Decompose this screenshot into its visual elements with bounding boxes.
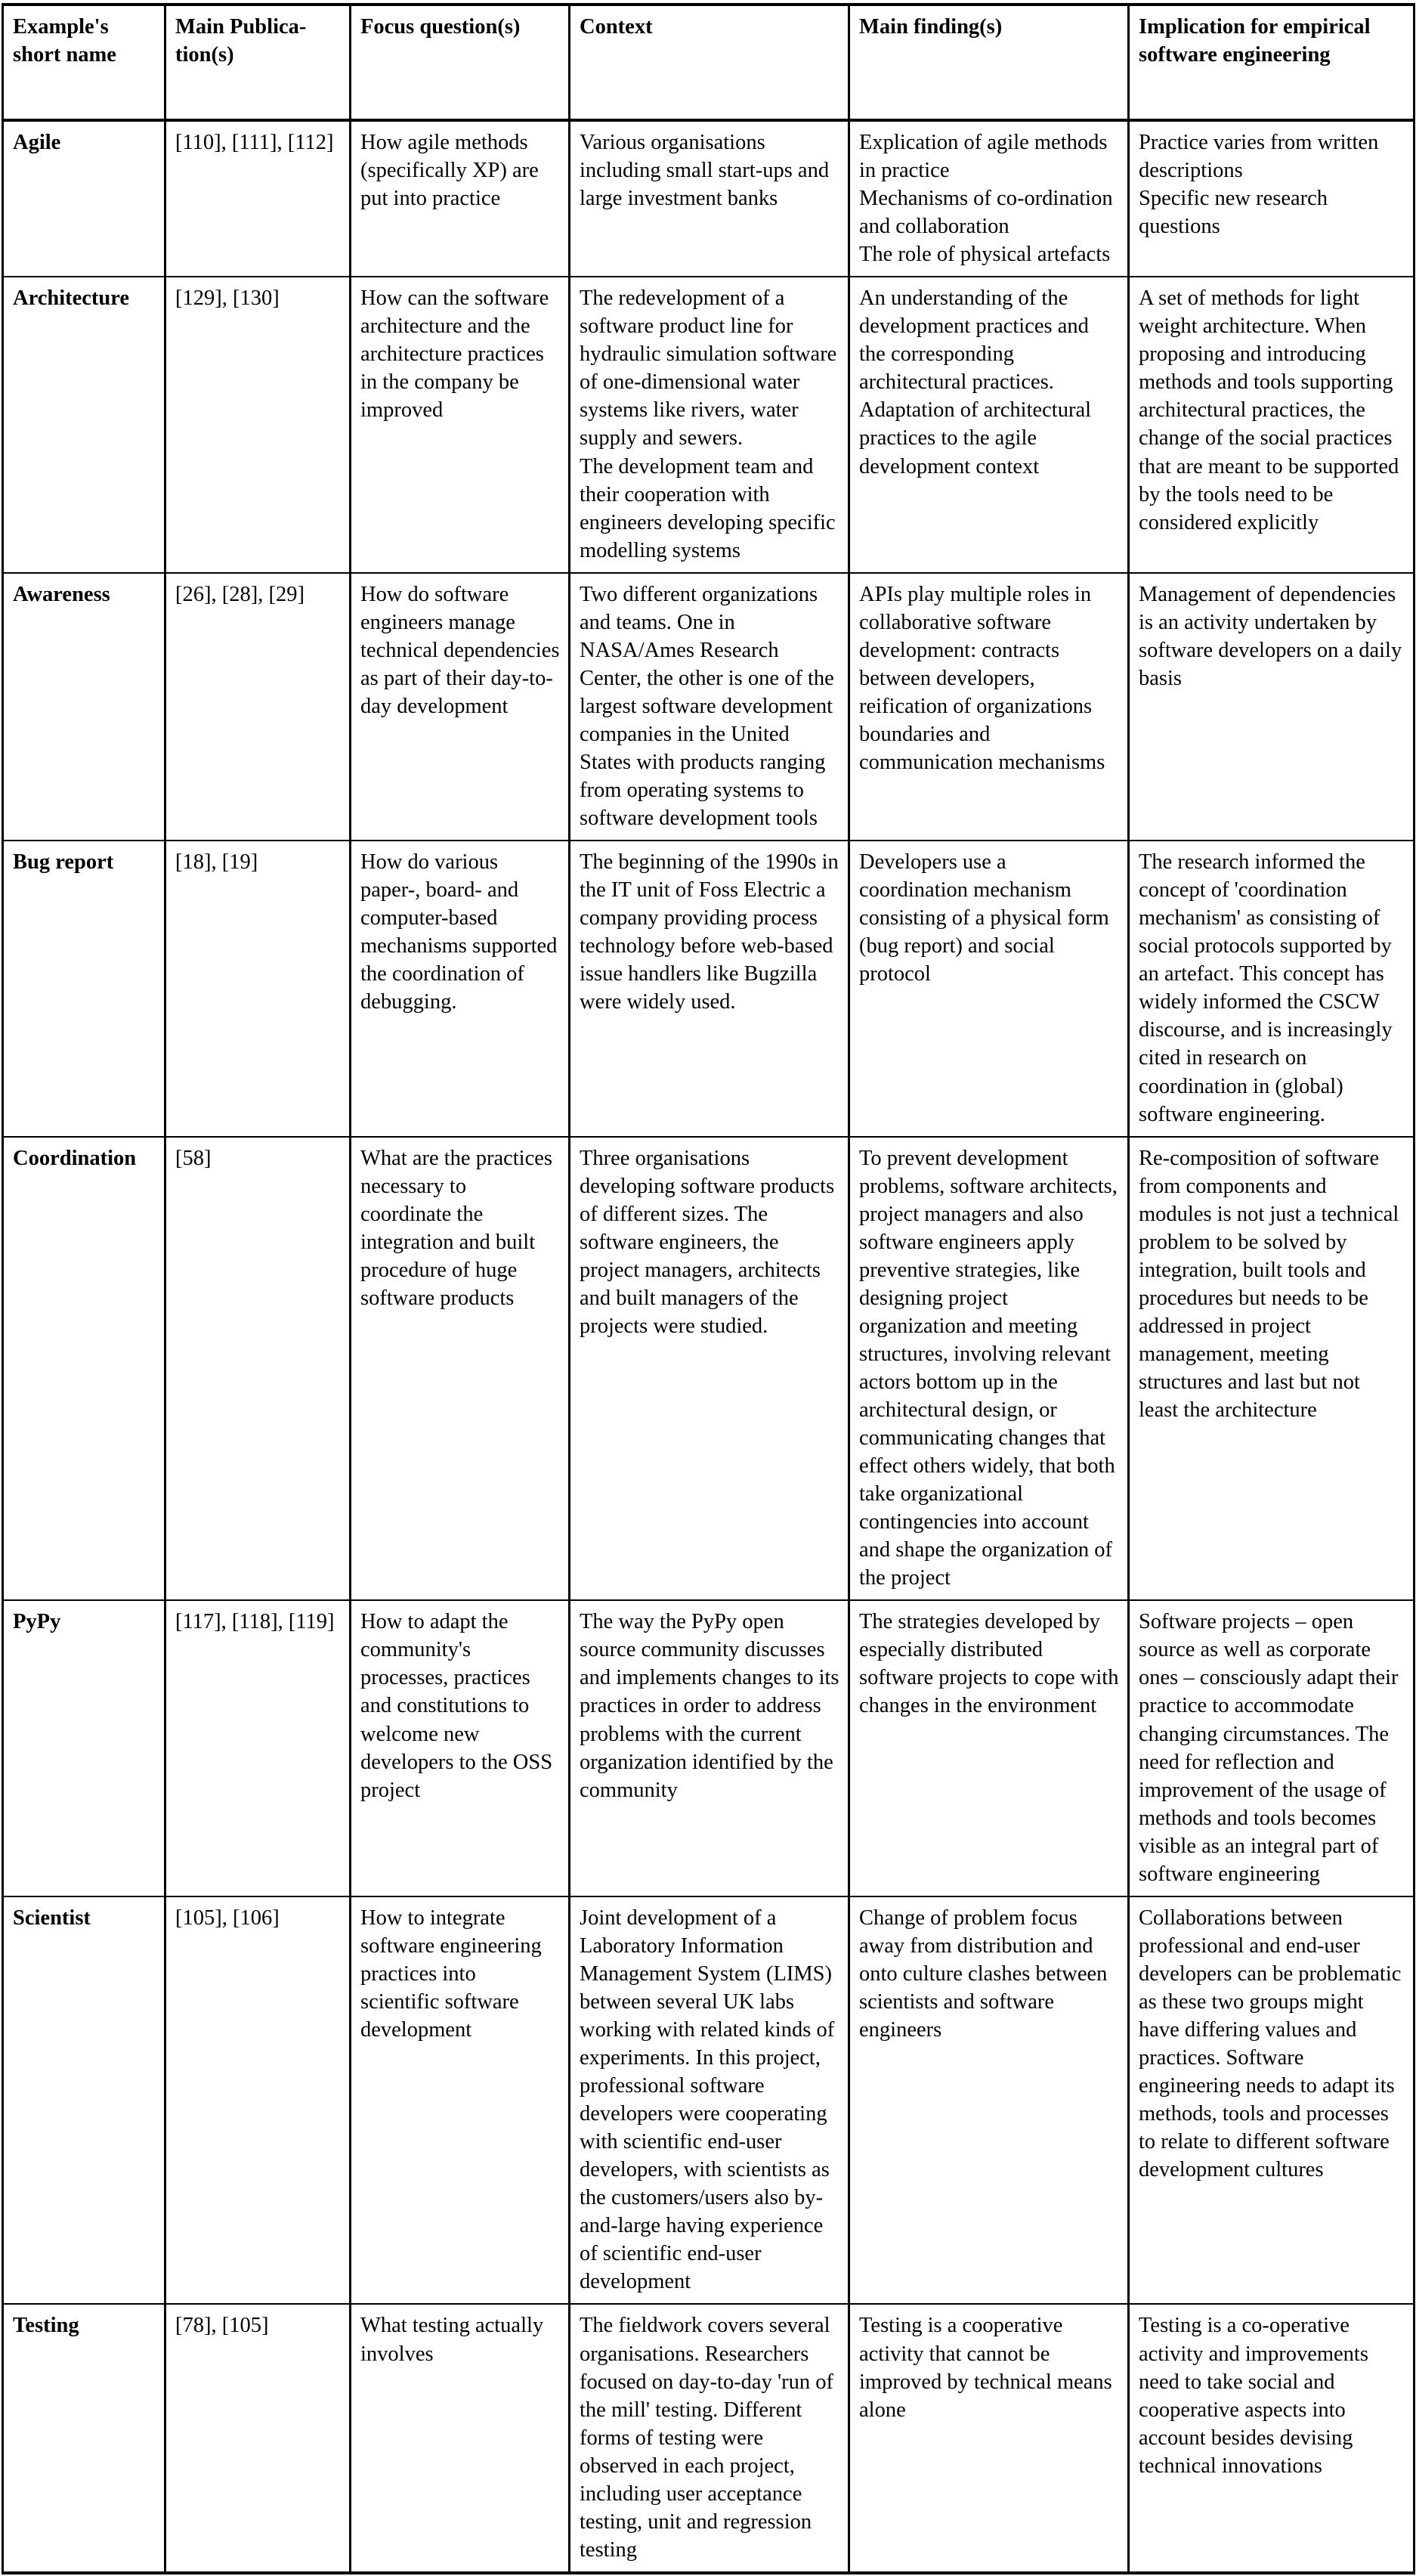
cell-paragraph: Bug report <box>13 850 114 875</box>
table-cell-implication <box>1129 573 1414 841</box>
table-cell-short_name <box>3 1137 165 1601</box>
table-cell-implication <box>1129 2304 1414 2572</box>
cell-paragraph: The redevelopment of a software product line for hydraulic simulation software of one-dimensional water systems like rivers, water supply and sewers. <box>580 286 837 450</box>
cell-paragraph: Practice varies from written descriptions <box>1139 131 1379 183</box>
table-row <box>3 277 1414 572</box>
table-row <box>3 1600 1414 1896</box>
cell-paragraph: Two different organizations and teams. One in NASA/Ames Research Center, the other is one of the largest software development companies in the United States with products ranging from operating systems to software development tools <box>580 582 834 831</box>
cell-paragraph: The development team and their cooperation with engineers developing specific modelling systems <box>580 454 836 562</box>
column-header-publications <box>165 5 351 120</box>
table-row <box>3 1137 1414 1601</box>
table-row <box>3 841 1414 1136</box>
cell-paragraph: How do various paper-, board- and computer-based mechanisms supported the coordination of debugging. <box>360 850 558 1014</box>
table-cell-focus_question <box>351 841 570 1136</box>
table-header <box>3 5 1414 120</box>
table-cell-publications <box>165 120 351 277</box>
cell-paragraph: What are the practices necessary to coordinate the integration and built procedure of huge software products <box>360 1146 552 1310</box>
cell-paragraph: Awareness <box>13 582 110 606</box>
cell-paragraph: How to integrate software engineering practices into scientific software development <box>360 1906 542 2042</box>
cell-paragraph: Three organisations developing software products of different sizes. The software engineers, the project managers, architects and built managers of the projects were studied. <box>580 1146 835 1338</box>
cell-paragraph: The strategies developed by especially distributed software projects to cope with changes in the environment <box>859 1610 1119 1718</box>
table-cell-focus_question <box>351 573 570 841</box>
cell-paragraph: The research informed the concept of 'coordination mechanism' as consisting of social protocols supported by an artefact. This concept has widely informed the CSCW discourse, and is increasingly cited in research on coordination in (global) software engineering. <box>1139 850 1393 1126</box>
cell-paragraph: Mechanisms of co-ordination and collaboration <box>859 187 1113 239</box>
cell-paragraph: The beginning of the 1990s in the IT unit of Foss Electric a company providing process technology before web-based issue handlers like Bugzilla were widely used. <box>580 850 839 1014</box>
table-cell-main_finding <box>849 1896 1129 2305</box>
cell-paragraph: PyPy <box>13 1610 61 1634</box>
cell-paragraph: [129], [130] <box>175 286 280 311</box>
column-header-line: Main Publica- <box>175 15 307 39</box>
cell-paragraph: [117], [118], [119] <box>175 1610 335 1634</box>
table-cell-context <box>570 1896 849 2305</box>
cell-paragraph: To prevent development problems, software architects, project managers and also software engineers apply preventive strategies, like designing project organization and meeting structures, involving relevant actors bottom up in the architectural design, or communicating changes that effect others widely, that both take organizational contingencies into account and shape the organization of the project <box>859 1146 1118 1590</box>
cell-paragraph: Management of dependencies is an activity undertaken by software developers on a daily basis <box>1139 582 1402 690</box>
table-cell-context <box>570 841 849 1136</box>
table-cell-main_finding <box>849 841 1129 1136</box>
table-cell-short_name <box>3 1896 165 2305</box>
cell-paragraph: How do software engineers manage technical dependencies as part of their day-to-day development <box>360 582 560 718</box>
cell-paragraph: Collaborations between professional and end-user developers can be problematic as these two groups might have differing values and practices. Software engineering needs to adapt its methods, tools and processes to relate to different software development cultures <box>1139 1906 1402 2182</box>
cell-paragraph: How to adapt the community's processes, practices and constitutions to welcome new developers to the OSS project <box>360 1610 553 1802</box>
table-cell-context <box>570 120 849 277</box>
table-cell-context <box>570 1137 849 1601</box>
cell-paragraph: Testing is a co-operative activity and improvements need to take social and cooperative aspects into account besides devising technical innovations <box>1139 2314 1368 2478</box>
cell-paragraph: Re-composition of software from components and modules is not just a technical problem to be solved by integration, built tools and procedures but needs to be addressed in project management, meeting structures and last but not least the architecture <box>1139 1146 1399 1423</box>
cell-paragraph: The role of physical artefacts <box>859 243 1111 267</box>
table-cell-publications <box>165 1137 351 1601</box>
table-cell-main_finding <box>849 1137 1129 1601</box>
cell-paragraph: Developers use a coordination mechanism consisting of a physical form (bug report) and social protocol <box>859 850 1109 986</box>
table-cell-implication <box>1129 120 1414 277</box>
column-header-short-name <box>3 5 165 120</box>
table-cell-context <box>570 1600 849 1896</box>
table-row <box>3 2304 1414 2572</box>
column-header-main-finding <box>849 5 1129 120</box>
column-header-focus-question <box>351 5 570 120</box>
column-header-line: software engineering <box>1139 43 1331 67</box>
table-cell-context <box>570 573 849 841</box>
cell-paragraph: Specific new research questions <box>1139 187 1328 239</box>
cell-paragraph: [26], [28], [29] <box>175 582 305 606</box>
table-cell-short_name <box>3 841 165 1136</box>
table-row <box>3 1896 1414 2305</box>
table-cell-focus_question <box>351 2304 570 2572</box>
column-header-line: Context <box>580 15 653 39</box>
table-body <box>3 120 1414 2573</box>
table-cell-short_name <box>3 573 165 841</box>
cell-paragraph: Coordination <box>13 1146 137 1170</box>
cell-paragraph: Software projects – open source as well as corporate ones – consciously adapt their practice to accommodate changing circumstances. The need for reflection and improvement of the usage of methods and tools becomes visible as an integral part of software engineering <box>1139 1610 1399 1886</box>
table-cell-focus_question <box>351 1600 570 1896</box>
table-cell-short_name <box>3 277 165 572</box>
table-cell-publications <box>165 841 351 1136</box>
cell-paragraph: The way the PyPy open source community discusses and implements changes to its practices in order to address problems with the current organization identified by the community <box>580 1610 839 1802</box>
cell-paragraph: The fieldwork covers several organisations. Researchers focused on day-to-day 'run of the mill' testing. Different forms of testing were observed in each project, including user acceptance testing, unit and regression testing <box>580 2314 833 2562</box>
cell-paragraph: Joint development of a Laboratory Information Management System (LIMS) between several UK labs working with related kinds of experiments. In this project, professional software developers were cooperating with scientific end-user developers, with scientists as the customers/users also by-and-large having experience of scientific end-user development <box>580 1906 835 2294</box>
table-cell-focus_question <box>351 277 570 572</box>
table-cell-implication <box>1129 841 1414 1136</box>
column-header-line: Implication for empirical <box>1139 15 1371 39</box>
cell-paragraph: Agile <box>13 131 61 154</box>
table-cell-publications <box>165 573 351 841</box>
cell-paragraph: Testing <box>13 2314 79 2338</box>
table-cell-publications <box>165 277 351 572</box>
table-cell-short_name <box>3 2304 165 2572</box>
cell-paragraph: Change of problem focus away from distribution and onto culture clashes between scientists and software engineers <box>859 1906 1108 2042</box>
cell-paragraph: APIs play multiple roles in collaborative software development: contracts between developers, reification of organizations boundaries and communication mechanisms <box>859 582 1105 774</box>
table-row <box>3 120 1414 277</box>
table-row <box>3 573 1414 841</box>
table-cell-implication <box>1129 277 1414 572</box>
column-header-line: Main finding(s) <box>859 15 1003 39</box>
table-cell-main_finding <box>849 120 1129 277</box>
table-cell-implication <box>1129 1137 1414 1601</box>
table-cell-focus_question <box>351 1137 570 1601</box>
cell-paragraph: [105], [106] <box>175 1906 280 1930</box>
cell-paragraph: Explication of agile methods in practice <box>859 131 1108 183</box>
cell-paragraph: How can the software architecture and the architecture practices in the company be improved <box>360 286 549 423</box>
cell-paragraph: Various organisations including small start-ups and large investment banks <box>580 131 830 211</box>
cell-paragraph: What testing actually involves <box>360 2314 544 2366</box>
cell-paragraph: [78], [105] <box>175 2314 269 2338</box>
cell-paragraph: Architecture <box>13 286 130 311</box>
table-cell-main_finding <box>849 2304 1129 2572</box>
table-cell-publications <box>165 1600 351 1896</box>
table-cell-implication <box>1129 1600 1414 1896</box>
cell-paragraph: Testing is a cooperative activity that cannot be improved by technical means alone <box>859 2314 1112 2422</box>
table-cell-main_finding <box>849 573 1129 841</box>
column-header-line: tion(s) <box>175 43 234 67</box>
table-cell-focus_question <box>351 120 570 277</box>
research-examples-table <box>2 3 1415 2574</box>
column-header-implication <box>1129 5 1414 120</box>
cell-paragraph: [58] <box>175 1146 212 1170</box>
table-cell-context <box>570 2304 849 2572</box>
cell-paragraph: A set of methods for light weight architecture. When proposing and introducing methods and tools supporting architectural practices, the change of the social practices that are meant to be supported by the tools need to be considered explicitly <box>1139 286 1399 534</box>
cell-paragraph: Scientist <box>13 1906 91 1930</box>
column-header-line: Focus question(s) <box>360 15 521 39</box>
table-cell-publications <box>165 2304 351 2572</box>
cell-paragraph: [110], [111], [112] <box>175 131 334 154</box>
column-header-context <box>570 5 849 120</box>
cell-paragraph: [18], [19] <box>175 850 258 875</box>
column-header-line: Example's <box>13 15 109 39</box>
table-cell-short_name <box>3 1600 165 1896</box>
table-cell-implication <box>1129 1896 1414 2305</box>
cell-paragraph: How agile methods (specifically XP) are put into practice <box>360 131 539 211</box>
table-cell-short_name <box>3 120 165 277</box>
table-cell-main_finding <box>849 1600 1129 1896</box>
column-header-line: short name <box>13 43 116 67</box>
table-cell-context <box>570 277 849 572</box>
cell-paragraph: An understanding of the development practices and the corresponding architectural practices. Adaptation of architectural practices to the agile development context <box>859 286 1092 478</box>
table-cell-main_finding <box>849 277 1129 572</box>
table-header-row <box>3 5 1414 120</box>
table-cell-publications <box>165 1896 351 2305</box>
table-cell-focus_question <box>351 1896 570 2305</box>
